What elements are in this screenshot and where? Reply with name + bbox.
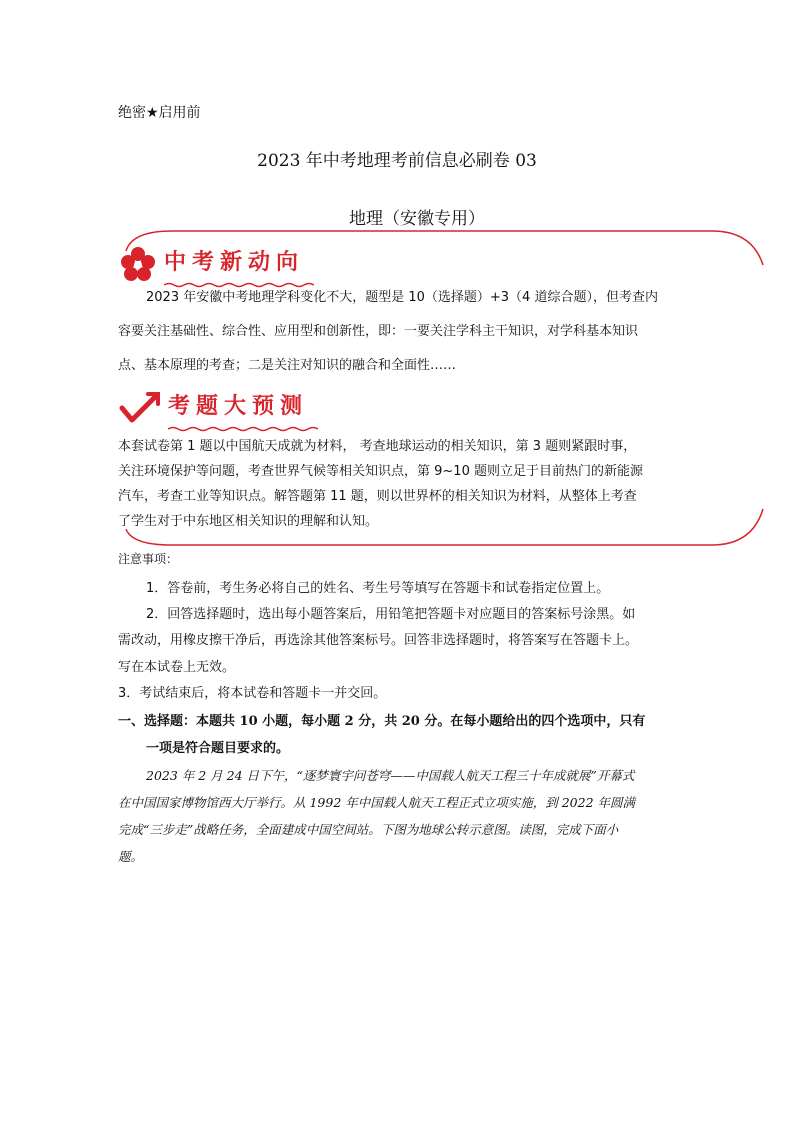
material-line: 2023 年 2 月 24 日下午，“逐梦寰宇问苍穹——中国载人航天工程三十年成就展”开幕式 <box>146 768 635 783</box>
exam-subtitle: 地理（安徽专用） <box>349 209 485 229</box>
check-arrow-icon <box>118 390 162 426</box>
banner-exam-trends <box>120 245 304 282</box>
text-line: 本套试卷第 1 题以中国航天成就为材料， 考查地球运动的相关知识，第 3 题则紧跟时事， <box>118 439 637 454</box>
material-line: 在中国国家博物馆西大厅举行。从 1992 年中国载人航天工程正式立项实施，到 2022 年圆满 <box>118 795 636 810</box>
section-heading-cont: 一项是符合题目要求的。 <box>146 741 290 756</box>
exam-title: 2023 年中考地理考前信息必刷卷 03 <box>257 151 537 171</box>
text-line: 点、基本原理的考查；二是关注对知识的融合和全面性…… <box>118 358 457 373</box>
banner-exam-trends-text: 中考新动向 <box>164 250 305 275</box>
note-item-3: 3．考试结束后，将本试卷和答题卡一并交回。 <box>118 686 387 701</box>
wavy-underline <box>168 426 318 432</box>
exam-predictions-paragraph <box>118 434 688 534</box>
note-item-2-cont: 需改动，用橡皮擦干净后，再选涂其他答案标号。回答非选择题时，将答案写在答题卡上。 <box>118 633 639 648</box>
text-line: 了学生对于中东地区相关知识的理解和认知。 <box>118 514 379 529</box>
text-line: 关注环境保护等问题，考查世界气候等相关知识点，第 9~10 题则立足于目前热门的新能源 <box>118 464 643 479</box>
text-line: 容要关注基础性、综合性、应用型和创新性，即：一要关注学科主干知识，对学科基本知识 <box>118 324 639 339</box>
confidential-label: 绝密★启用前 <box>118 105 201 121</box>
material-line: 题。 <box>118 849 144 864</box>
text-line: 汽车，考查工业等知识点。解答题第 11 题，则以世界杯的相关知识为材料，从整体上考查 <box>118 489 637 504</box>
material-line: 完成“三步走”战略任务，全面建成中国空间站。下图为地球公转示意图。读图，完成下面小 <box>118 822 619 837</box>
text-line: 2023 年安徽中考地理学科变化不大，题型是 10（选择题）+3（4 道综合题），但考查内 <box>146 290 658 305</box>
flower-icon <box>120 246 156 282</box>
section-heading: 一、选择题：本题共 10 小题，每小题 2 分，共 20 分。在每小题给出的四个选项中，只有 <box>118 714 646 729</box>
note-item-2: 2．回答选择题时，选出每小题答案后，用铅笔把答题卡对应题目的答案标号涂黑。如 <box>146 607 636 622</box>
note-item-2-cont: 写在本试卷上无效。 <box>118 660 236 675</box>
note-item-1: 1．答卷前，考生务必将自己的姓名、考生号等填写在答题卡和试卷指定位置上。 <box>146 581 610 596</box>
banner-exam-predictions-text: 考题大预测 <box>168 394 309 419</box>
banner-exam-predictions <box>118 389 308 426</box>
notes-heading: 注意事项： <box>118 552 179 566</box>
